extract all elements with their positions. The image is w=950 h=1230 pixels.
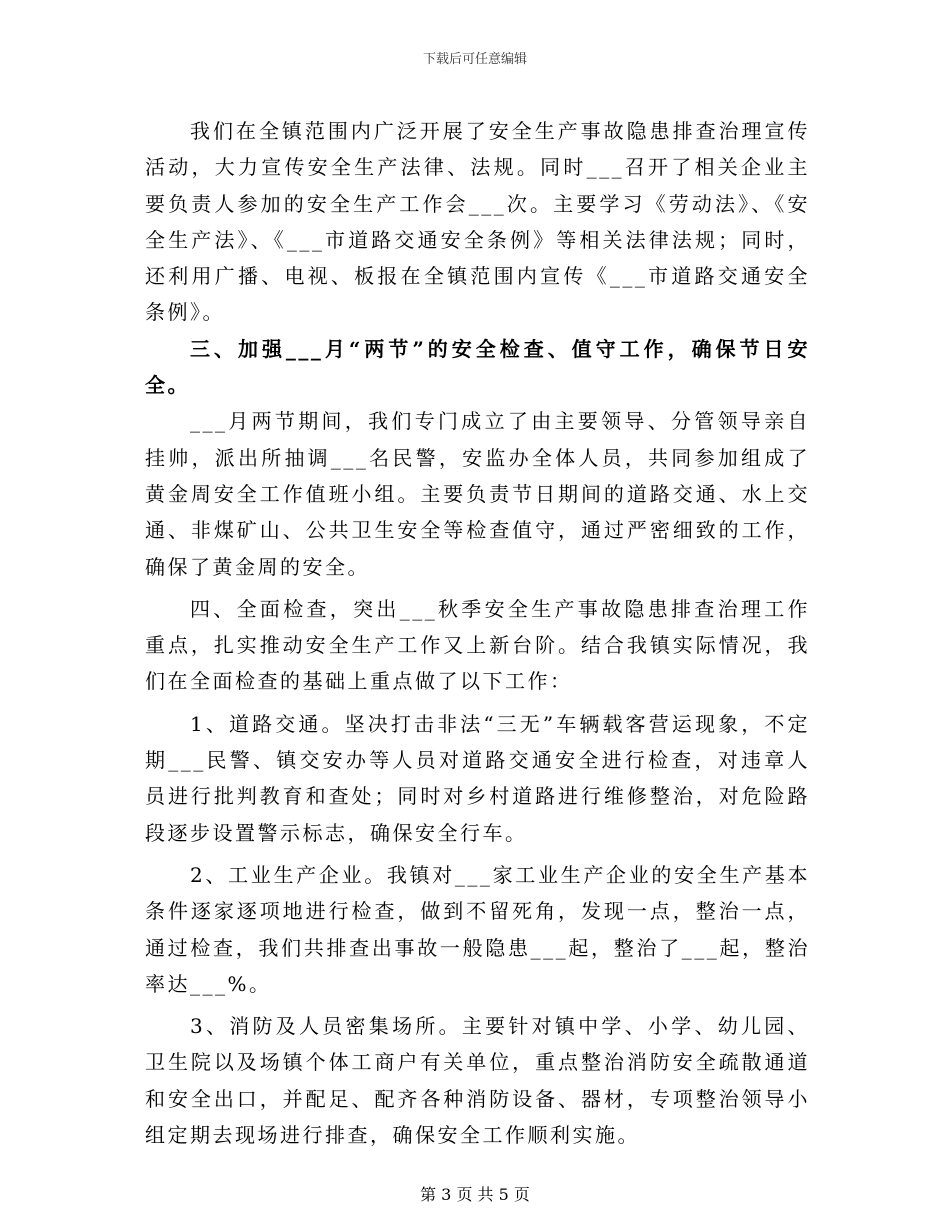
paragraph-industrial-enterprises: 2、工业生产企业。我镇对___家工业生产企业的安全生产基本条件逐家逐项地进行检查，做到不留死角，发现一点，整治一点，通过检查，我们共排查出事故一般隐患___起，整治了___起，整治率达___%。 (145, 862, 810, 996)
section-heading-holiday-safety: 三、加强___月“两节”的安全检查、值守工作，确保节日安全。 (145, 336, 810, 398)
page-number-footer: 第 3 页 共 5 页 (420, 1185, 530, 1204)
paragraph-publicity: 我们在全镇范围内广泛开展了安全生产事故隐患排查治理宣传活动，大力宣传安全生产法律、法规。同时___召开了相关企业主要负责人参加的安全生产工作会___次。主要学习《劳动法》、《安全生产法》、《___市道路交通安全条例》等相关法律法规；同时，还利用广播、电视、板报在全镇范围内宣传《___市道路交通安全条例》。 (145, 119, 810, 325)
paragraph-holiday-duty: ___月两节期间，我们专门成立了由主要领导、分管领导亲自挂帅，派出所抽调___名民警，安监办全体人员，共同参加组成了黄金周安全工作值班小组。主要负责节日期间的道路交通、水上交通、非煤矿山、公共卫生安全等检查值守，通过严密细致的工作，确保了黄金周的安全。 (145, 409, 810, 579)
document-body (145, 113, 810, 1153)
paragraph-comprehensive-inspection: 四、全面检查，突出___秋季安全生产事故隐患排查治理工作重点，扎实推动安全生产工作又上新台阶。结合我镇实际情况，我们在全面检查的基础上重点做了以下工作： (145, 596, 810, 694)
paragraph-fire-safety: 3、消防及人员密集场所。主要针对镇中学、小学、幼儿园、卫生院以及场镇个体工商户有关单位，重点整治消防安全疏散通道和安全出口，并配足、配齐各种消防设备、器材，专项整治领导小组定期去现场进行排查，确保安全工作顺利实施。 (145, 1014, 810, 1148)
page-header-note: 下载后可任意编辑 (422, 52, 527, 67)
paragraph-road-traffic: 1、道路交通。坚决打击非法“三无”车辆载客营运现象，不定期___民警、镇交安办等人员对道路交通安全进行检查，对违章人员进行批判教育和查处；同时对乡村道路进行维修整治，对危险路段逐步设置警示标志，确保安全行车。 (145, 711, 810, 845)
